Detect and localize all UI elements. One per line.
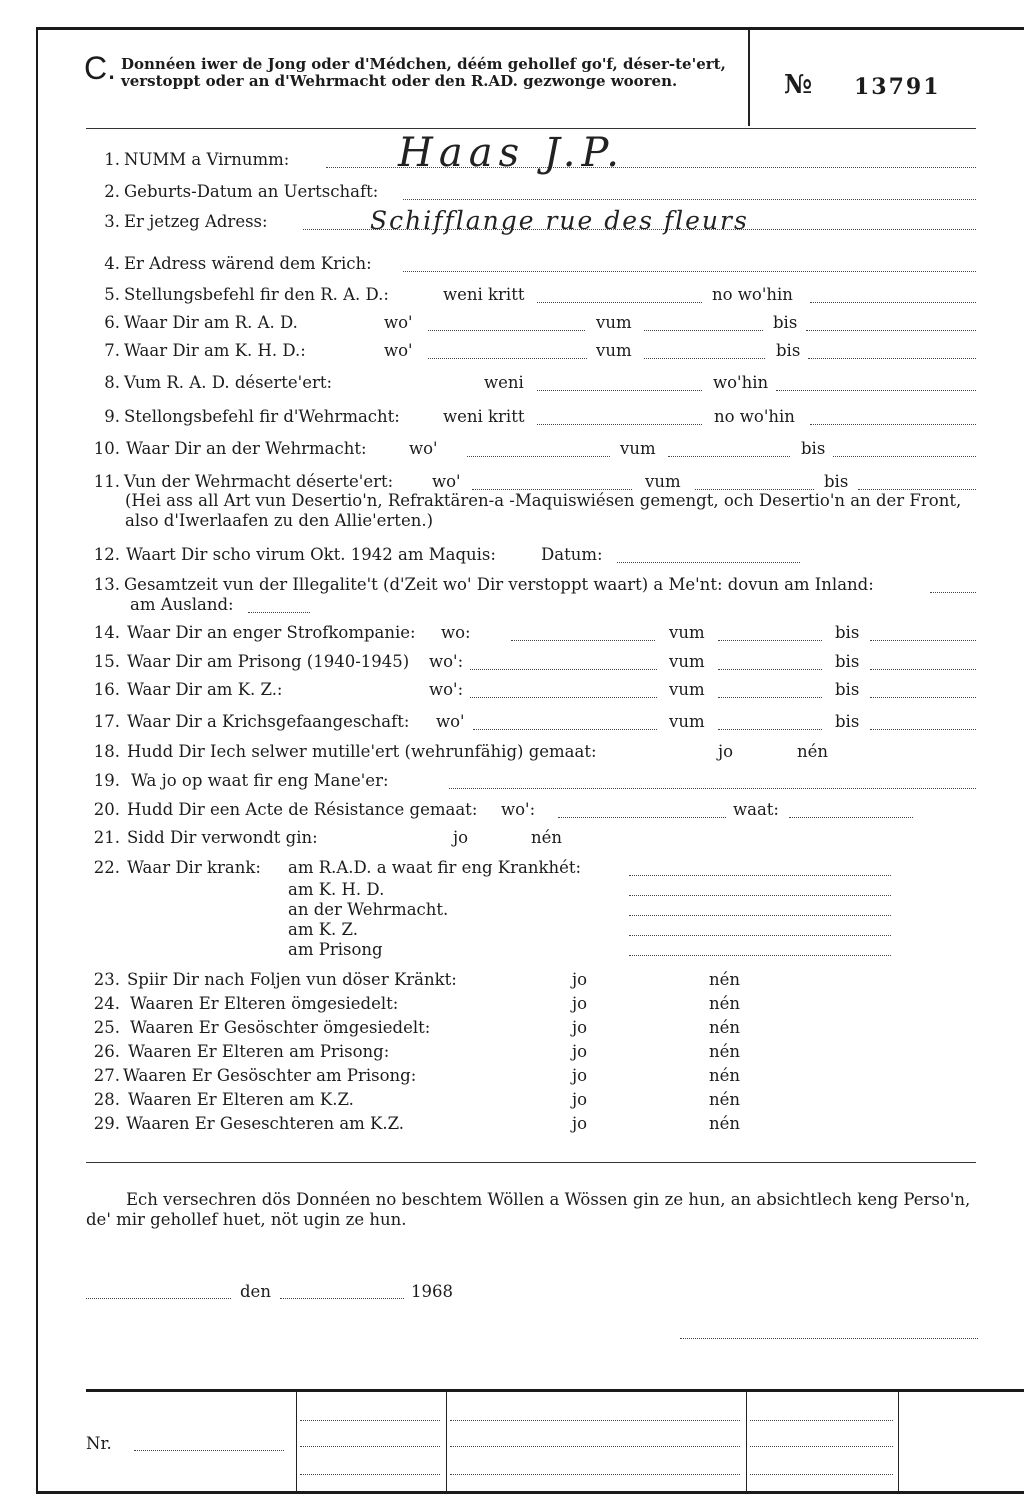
item-sublabel: nén — [709, 1114, 741, 1133]
input-field[interactable] — [858, 489, 976, 490]
note-item-11: (Hei ass all Art vun Desertio'n, Refraktären-a -Maquiswiésen gemengt, och Desertio'n an der Front, also d'Iwerlaafen zu den Allie'erten.) — [125, 491, 962, 530]
item-number: 27. — [93, 1066, 120, 1085]
item-label: Waar Dir an der Wehrmacht: — [126, 439, 367, 458]
input-field[interactable] — [629, 895, 891, 896]
input-field[interactable] — [870, 669, 976, 670]
item-sublabel: wo' — [436, 712, 465, 731]
item-number: 28. — [93, 1090, 120, 1109]
input-field[interactable] — [668, 456, 790, 457]
input-field[interactable] — [808, 358, 976, 359]
item-number: 2. — [104, 182, 120, 201]
item-number: 17. — [93, 712, 120, 731]
item-sublabel: jo — [572, 970, 588, 989]
footer-cell-field[interactable] — [750, 1446, 893, 1447]
item-sublabel: am Prisong — [288, 940, 383, 959]
item-number: 15. — [93, 652, 120, 671]
input-field[interactable] — [870, 697, 976, 698]
input-field[interactable] — [810, 302, 976, 303]
footer-col-divider — [446, 1392, 447, 1492]
item-sublabel: bis — [824, 472, 849, 491]
input-field[interactable] — [776, 390, 976, 391]
item-label: Geburts-Datum an Uertschaft: — [124, 182, 379, 201]
input-field[interactable] — [537, 390, 702, 391]
input-field[interactable] — [428, 358, 587, 359]
year-label: 1968 — [411, 1282, 453, 1301]
item-sublabel: wo' — [384, 341, 413, 360]
item-label: Spiir Dir nach Foljen vun döser Kränkt: — [127, 970, 457, 989]
item-sublabel: jo — [718, 742, 734, 761]
handwritten-address: Schifflange rue des fleurs — [370, 206, 749, 235]
footer-cell-field[interactable] — [750, 1474, 893, 1475]
input-field[interactable] — [472, 489, 632, 490]
item-label: Vum R. A. D. déserte'ert: — [124, 373, 333, 392]
item-number: 12. — [93, 545, 120, 564]
item-label: Er Adress wärend dem Krich: — [124, 254, 372, 273]
item-label: Waar Dir a Krichsgefaangeschaft: — [127, 712, 410, 731]
footer-cell-field[interactable] — [300, 1420, 440, 1421]
input-field[interactable] — [470, 669, 657, 670]
item-sublabel: an der Wehrmacht. — [288, 900, 449, 919]
item-sublabel: wo' — [384, 313, 413, 332]
item-sublabel: nén — [797, 742, 829, 761]
item-label: Waaren Er Gesöschter ömgesiedelt: — [130, 1018, 431, 1037]
item-number: 4. — [104, 254, 120, 273]
item-label: Waart Dir scho virum Okt. 1942 am Maquis: — [126, 545, 496, 564]
input-field[interactable] — [718, 669, 822, 670]
item-sublabel: bis — [835, 680, 860, 699]
input-field[interactable] — [629, 915, 891, 916]
item-number: 18. — [93, 742, 120, 761]
item-label: Hudd Dir een Acte de Résistance gemaat: — [127, 800, 478, 819]
item-number: 3. — [104, 212, 120, 231]
input-field[interactable] — [806, 330, 976, 331]
item-sublabel: wo'hin — [713, 373, 769, 392]
input-field[interactable] — [870, 729, 976, 730]
item-sublabel: bis — [773, 313, 798, 332]
item-label: Vun der Wehrmacht déserte'ert: — [124, 472, 394, 491]
item-sublabel: nén — [709, 1066, 741, 1085]
input-field[interactable] — [870, 640, 976, 641]
item-label: Sidd Dir verwondt gin: — [127, 828, 318, 847]
section-letter: C. — [84, 50, 116, 86]
declaration-rule — [86, 1162, 976, 1163]
footer-cell-field[interactable] — [450, 1420, 740, 1421]
footer-cell-field[interactable] — [300, 1474, 440, 1475]
item-sublabel: am Ausland: — [130, 595, 234, 614]
input-field[interactable] — [629, 935, 891, 936]
place-field[interactable] — [86, 1298, 231, 1299]
item-sublabel: wo': — [429, 652, 464, 671]
item-number: 8. — [104, 373, 120, 392]
item-label: Waaren Er Gesöschter am Prisong: — [123, 1066, 417, 1085]
item-label: Stellongsbefehl fir d'Wehrmacht: — [124, 407, 400, 426]
input-field[interactable] — [248, 612, 310, 613]
nr-label: Nr. — [86, 1434, 112, 1453]
footer-col-divider — [296, 1392, 297, 1492]
item-sublabel: jo — [572, 1090, 588, 1109]
item-label: Waaren Er Elteren am Prisong: — [128, 1042, 390, 1061]
item-label: Waar Dir am Prisong (1940-1945) — [127, 652, 410, 671]
item-number: 25. — [93, 1018, 120, 1037]
item-sublabel: vum — [596, 313, 632, 332]
item-number: 10. — [93, 439, 120, 458]
item-sublabel: jo — [572, 1114, 588, 1133]
item-sublabel: vum — [645, 472, 681, 491]
input-field[interactable] — [644, 330, 763, 331]
item-label: Waaren Er Geseschteren am K.Z. — [126, 1114, 405, 1133]
item-number: 22. — [93, 858, 120, 877]
input-field[interactable] — [473, 729, 657, 730]
item-sublabel: am K. Z. — [288, 920, 358, 939]
header-title: Donnéen iwer de Jong oder d'Médchen, déém gehollef go'f, déser-te'ert, verstoppt oder an d'Wehrmacht oder den R.AD. gezwonge wooren. — [121, 55, 726, 90]
footer-cell-field[interactable] — [450, 1446, 740, 1447]
input-field[interactable] — [467, 456, 610, 457]
item-sublabel: am K. H. D. — [288, 880, 385, 899]
footer-cell-field[interactable] — [450, 1474, 740, 1475]
item-sublabel: jo — [453, 828, 469, 847]
footer-rule — [86, 1389, 1024, 1392]
item-sublabel: jo — [572, 994, 588, 1013]
input-field[interactable] — [537, 424, 702, 425]
input-field[interactable] — [629, 875, 891, 876]
item-number: 7. — [104, 341, 120, 360]
item-number: 24. — [93, 994, 120, 1013]
number-sign: № — [784, 70, 813, 100]
item-number: 11. — [93, 472, 120, 491]
item-number: 13. — [93, 575, 120, 594]
input-field[interactable] — [449, 788, 976, 789]
item-sublabel: waat: — [733, 800, 779, 819]
input-field[interactable] — [617, 562, 800, 563]
item-label: Gesamtzeit vun der Illegalite't (d'Zeit wo' Dir verstoppt waart) a Me'nt: dovun am Inland: — [124, 575, 874, 594]
item-sublabel: weni — [484, 373, 524, 392]
item-sublabel: jo — [572, 1066, 588, 1085]
item-label: NUMM a Virnumm: — [124, 150, 290, 169]
item-sublabel: vum — [669, 652, 705, 671]
input-field[interactable] — [629, 955, 891, 956]
input-field[interactable] — [558, 817, 726, 818]
signature-field[interactable] — [680, 1338, 978, 1339]
input-field[interactable] — [470, 697, 657, 698]
item-number: 9. — [104, 407, 120, 426]
item-sublabel: wo' — [432, 472, 461, 491]
item-sublabel: nén — [709, 970, 741, 989]
item-label: Waaren Er Elteren ömgesiedelt: — [130, 994, 399, 1013]
header-separator — [748, 30, 750, 126]
form-border-left — [36, 30, 38, 1492]
handwritten-name: Haas J.P. — [398, 130, 625, 176]
item-label: Waaren Er Elteren am K.Z. — [128, 1090, 354, 1109]
item-sublabel: vum — [620, 439, 656, 458]
input-field[interactable] — [403, 199, 976, 200]
item-label: Stellungsbefehl fir den R. A. D.: — [124, 285, 389, 304]
item-sublabel: no wo'hin — [714, 407, 795, 426]
input-field[interactable] — [537, 302, 702, 303]
input-field[interactable] — [695, 489, 814, 490]
item-number: 26. — [93, 1042, 120, 1061]
nr-field[interactable] — [134, 1450, 284, 1451]
item-number: 23. — [93, 970, 120, 989]
item-sublabel: bis — [835, 712, 860, 731]
item-number: 1. — [104, 150, 120, 169]
item-sublabel: wo' — [409, 439, 438, 458]
item-number: 19. — [93, 771, 120, 790]
input-field[interactable] — [930, 592, 976, 593]
date-field[interactable] — [280, 1298, 404, 1299]
declaration-text: Ech versechren dös Donnéen no beschtem Wöllen a Wössen gin ze hun, an absichtlech keng Perso'n, de' mir gehollef huet, nöt ugin ze hun. — [86, 1190, 971, 1229]
header-rule — [86, 128, 976, 129]
item-sublabel: wo: — [441, 623, 471, 642]
item-sublabel: Datum: — [541, 545, 603, 564]
item-sublabel: nén — [709, 1018, 741, 1037]
footer-cell-field[interactable] — [750, 1420, 893, 1421]
item-sublabel: am R.A.D. a waat fir eng Krankhét: — [288, 858, 582, 877]
item-label: Waar Dir krank: — [127, 858, 261, 877]
item-sublabel: nén — [709, 1090, 741, 1109]
item-sublabel: no wo'hin — [712, 285, 793, 304]
item-label: Er jetzeg Adress: — [124, 212, 268, 231]
item-sublabel: nén — [709, 1042, 741, 1061]
item-sublabel: jo — [572, 1042, 588, 1061]
item-label: Waar Dir am R. A. D. — [124, 313, 298, 332]
input-field[interactable] — [403, 271, 976, 272]
item-sublabel: bis — [835, 623, 860, 642]
item-sublabel: jo — [572, 1018, 588, 1037]
item-number: 16. — [93, 680, 120, 699]
den-label: den — [240, 1282, 271, 1301]
item-label: Hudd Dir Iech selwer mutille'ert (wehrunfähig) gemaat: — [127, 742, 597, 761]
item-number: 6. — [104, 313, 120, 332]
input-field[interactable] — [833, 456, 976, 457]
item-number: 29. — [93, 1114, 120, 1133]
item-number: 14. — [93, 623, 120, 642]
item-number: 20. — [93, 800, 120, 819]
item-sublabel: wo': — [429, 680, 464, 699]
input-field[interactable] — [789, 817, 913, 818]
form-border-bottom — [36, 1491, 1024, 1494]
item-sublabel: wo': — [501, 800, 536, 819]
item-sublabel: bis — [835, 652, 860, 671]
item-sublabel: vum — [596, 341, 632, 360]
item-sublabel: nén — [709, 994, 741, 1013]
item-sublabel: bis — [776, 341, 801, 360]
item-sublabel: nén — [531, 828, 563, 847]
item-label: Wa jo op waat fir eng Mane'er: — [131, 771, 389, 790]
input-field[interactable] — [718, 697, 822, 698]
input-field[interactable] — [718, 729, 822, 730]
form-border-top — [36, 27, 1024, 30]
item-sublabel: vum — [669, 623, 705, 642]
footer-cell-field[interactable] — [300, 1446, 440, 1447]
input-field[interactable] — [511, 640, 655, 641]
footer-col-divider — [746, 1392, 747, 1492]
input-field[interactable] — [428, 330, 585, 331]
input-field[interactable] — [810, 424, 976, 425]
item-sublabel: weni kritt — [443, 407, 525, 426]
item-sublabel: vum — [669, 680, 705, 699]
input-field[interactable] — [644, 358, 765, 359]
item-number: 21. — [93, 828, 120, 847]
form-number: 13791 — [854, 74, 941, 100]
item-number: 5. — [104, 285, 120, 304]
footer-col-divider — [898, 1392, 899, 1492]
item-sublabel: vum — [669, 712, 705, 731]
item-label: Waar Dir am K. H. D.: — [124, 341, 306, 360]
item-label: Waar Dir an enger Strofkompanie: — [127, 623, 416, 642]
item-sublabel: bis — [801, 439, 826, 458]
item-sublabel: weni kritt — [443, 285, 525, 304]
item-label: Waar Dir am K. Z.: — [127, 680, 283, 699]
input-field[interactable] — [718, 640, 822, 641]
